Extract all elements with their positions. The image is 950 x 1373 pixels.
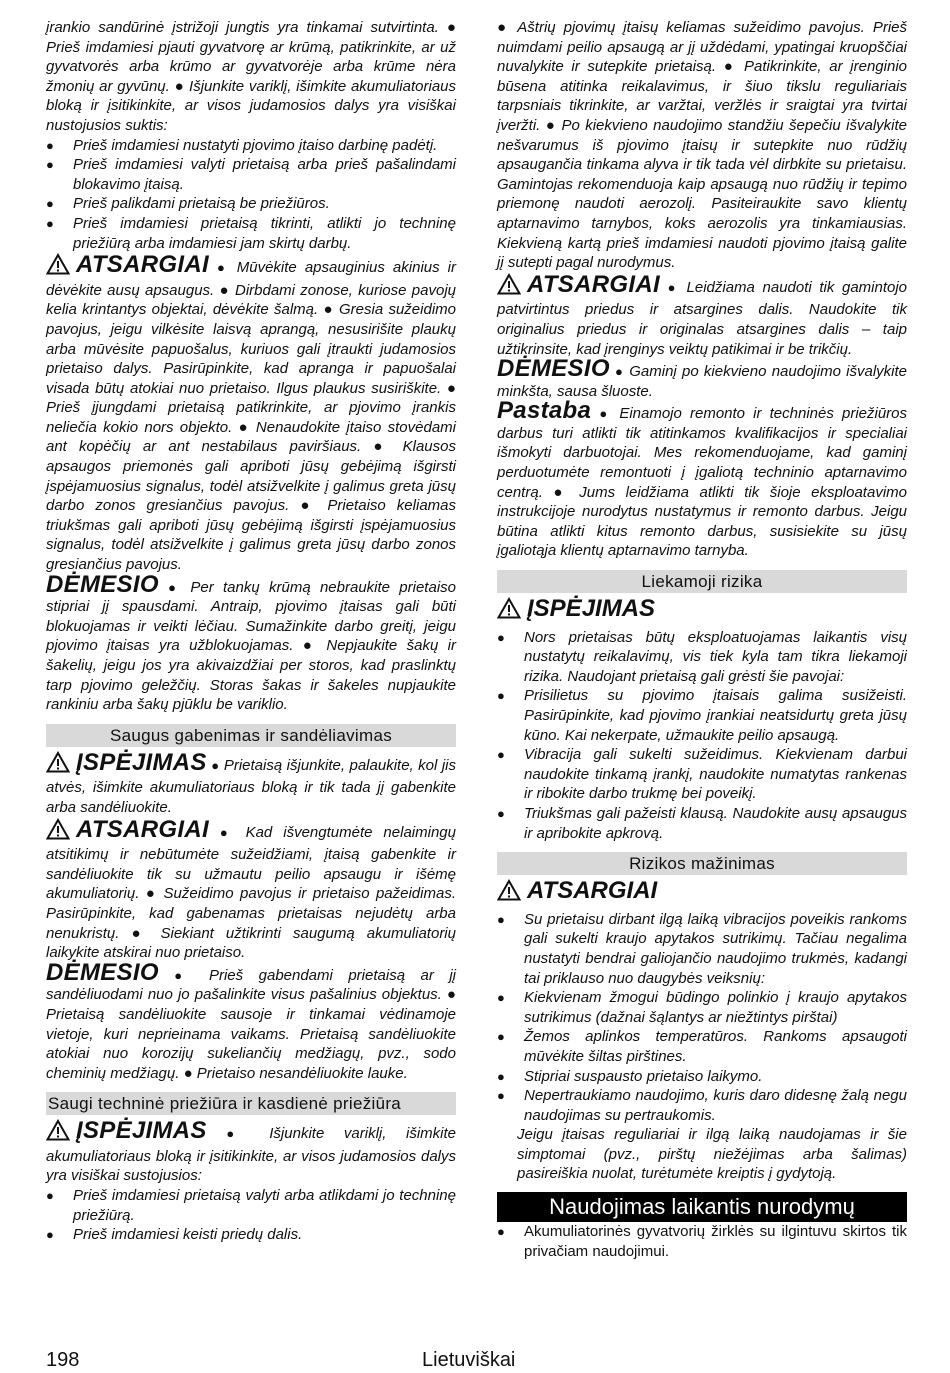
signal-word: ATSARGIAI [76,815,209,843]
list-item: ● Prieš palikdami prietaisą be priežiūros. [46,194,456,214]
section-heading: Saugi techninė priežiūra ir kasdienė priežiūra [46,1092,456,1115]
notice-block: DĖMESIO ● Gaminį po kiekvieno naudojimo išvalykite minkšta, sausa šluoste. [497,355,908,400]
signal-word: DĖMESIO [497,355,610,383]
signal-word: ATSARGIAI [527,270,660,298]
list-item: ● Kiekvienam žmogui būdingo polinkio į kraujo apytakos sutrikimus (dažnai šąlantys ar niežtintys pirštai) [497,988,907,1027]
doctor-advice: Jeigu įtaisas reguliariai ir ilgą laiką naudojamas ir šie simptomai (pvz., pirštų niežėjimas arba šalimas) pasireiškia nuolat, turėtumėte kreiptis į gydytoją. [517,1126,907,1183]
list-item: ● Nors prietaisas būtų eksploatuojamas laikantis visų nustatytų reikalavimų, vis tiek kyla tam tikra liekamoji rizika. Naudojant prietaisą gali grėsti šie pavojai: [497,628,907,687]
signal-word: ĮSPĖJIMAS [76,1117,207,1145]
intro-list [46,136,456,254]
section-heading: Liekamoji rizika [497,570,907,593]
notice-text: Prieš gabendami prietaisą ar jį sandėliuodami nuo jo pašalinkite visus pašalinius objektus. ● Prietaisą sandėliuokite sausoje ir tinkamai vėdinamoje vietoje, kuri neprieinama vaikams. Prietaisą sandėliuokite atokiai nuo korozijų sukeliančių medžiagų, pvz., sodo cheminių medžiagų. ● Prietaiso nesandėliuokite lauke. [46,966,457,1082]
maintenance-list [46,1186,456,1245]
list-item: ● Prieš imdamiesi prietaisą valyti arba atlikdami jo techninę priežiūrą. [46,1186,456,1225]
signal-word: ATSARGIAI [527,877,658,905]
caution-block: ATSARGIAI ● Leidžiama naudoti tik gamintojo patvirtintus priedus ir atsargines dalis. Naudokite tik originalius priedus ir originalas atsargines dalis – taip užtikrinsite, kad įrenginys veiktų patikimai ir be trikčių. [497,270,908,358]
maintenance-paragraph: ● Aštrių pjovimų įtaisų keliamas sužeidimo pavojus. Prieš nuimdami peilio apsaugą ar jį uždėdami, ypatingai kruopščiai nuvalykite ir sutepkite prietaisą. ● Patikrinkite, ar įrenginio būsena atitinka reikalavimus, ir šiuo tikslu reguliariais tarpsniais tikrinkite, ar varžtai, veržlės ir sraigtai yra tvirtai įveržti. ● Po kiekvieno naudojimo standžiu šepečiu išvalykite nešvarumus iš pjovimo įtaisų ir sutepkite nuo rūdžių apsaugančia tinkama alyva ir tik tada vėl dirbkite su prietaisu. Gamintojas rekomenduoja kaip apsaugą nuo rūdžių ir tepimo priemonę naudoti aerozolį. Pasiteiraukite savo klientų aptarnavimo tarnybos, koks aerozolis yra tinkamiausias. Kiekvieną kartą prieš imdamiesi naudoti pjovimo įtaisą galite jį sutepti pagal nurodymus. [497,19,907,272]
chapter-heading: Naudojimas laikantis nurodymų [497,1192,907,1222]
warning-triangle-icon [46,818,70,846]
right-column [497,18,907,1261]
caution-heading [497,879,907,904]
list-item: ● Stipriai suspausto prietaiso laikymo. [497,1067,907,1087]
note-text: Einamojo remonto ir techninės priežiūros darbus turi atlikti tik atitinkamos kvalifikacijos ir specialiai išmokyti darbuotojai. Mes rekomenduojame, kad gaminį perduotumėte remontuoti į įgaliotą techninio aptarnavimo centrą. ● Jums leidžiama atlikti tik šioje eksploatavimo instrukcijoje nurodytus nustatymus ir remonto darbus. Jeigu būtina atlikti kitus remonto darbus, susisiekite su jūsų įgaliotąja klientų aptarnavimo tarnyba. [497,405,908,560]
notice-text: Per tankų krūmą nebraukite prietaiso stipriai jį spausdami. Antraip, pjovimo įtaisas gali būti blokuojamas ir veikti lėčiau. Sumažinkite darbo greitį, jeigu pjovimo įtaisas yra užblokuojamas. ● Nepjaukite šakų ir šakelių, jeigu jos yra akivaizdžiai per storos, kad praslinktų tarp pjovimo geležčių. Storas šakas ir šakeles nupjaukite rankiniu arba šakų pjūklu be variklio. [46,578,456,714]
warning-triangle-icon [497,879,521,904]
risk-reduction-list [497,910,907,1126]
language-label: Lietuviškai [422,1349,516,1371]
warning-block: ĮSPĖJIMAS ● Prietaisą išjunkite, palaukite, kol jis atvės, išimkite akumuliatoriaus bloką ir tik tada jį gabenkite arba sandėliuokite. [46,748,456,816]
signal-word: ĮSPĖJIMAS [527,595,656,623]
signal-word: ATSARGIAI [76,251,209,279]
warning-triangle-icon [497,597,521,622]
intro-paragraph: įrankio sandūrinė įstrižoji jungtis yra tinkamai sutvirtinta. ● Prieš imdamiesi pjauti gyvatvorę ar krūmą, patikrinkite, ar už gyvatvorės arba krūmo ar gyvatvorėje arba krūme nėra žmonių ar gyvūnų. ● Išjunkite variklį, išimkite akumuliatoriaus bloką ir įsitikinkite, ar visos judamosios dalys yra visiškai nustojusios suktis: [46,19,456,134]
signal-word: ĮSPĖJIMAS [76,748,207,776]
signal-word: DĖMESIO [46,570,159,598]
list-item: ● Prieš imdamiesi prietaisą tikrinti, atlikti jo techninę priežiūrą arba imdamiesi jam skirtų darbų. [46,214,456,253]
residual-risk-list [497,628,907,844]
warning-text: Prietaisą išjunkite, palaukite, kol jis atvės, išimkite akumuliatoriaus bloką ir tik tada jį gabenkite arba sandėliuokite. [46,756,456,816]
list-item: ● Vibracija gali sukelti sužeidimus. Kiekvienam darbui naudokite tinkamą įrankį, naudokite numatytas rankenas ir ribokite darbo trukmę bei poveikį. [497,745,907,804]
caution-block: ATSARGIAI ● Mūvėkite apsauginius akinius ir dėvėkite ausų apsaugus. ● Dirbdami zonose, kuriose pavojų kelia krintantys objektai, dėvėkite šalmą. ● Gresia sužeidimo pavojus, jeigu vilkėsite laisvą aprangą, nesusirišite plaukų arba mūvėsite papuošalus, kuriuos gali įtraukti judamosios prietaiso dalys. Pasirūpinkite, kad apranga ir papuošalai visada būtų atokiai nuo prietaiso. Ilgus plaukus susiriškite. ● Prieš įjungdami prietaisą patikrinkite, ar pjovimo įrankis neliečia kokio nors objekto. ● Nenaudokite įtaiso stovėdami ant kopėčių ar ant nestabilaus paviršiaus. ● Klausos apsaugos priemonės gali apriboti jūsų gebėjimą išgirsti įspėjamuosius signalus, todėl atsižvelkite į galimus greta jūsų darbo zonos gresiančius pavojus. ● Prietaiso keliamas triukšmas gali apriboti jūsų gebėjimą išgirsti įspėjamuosius signalus, todėl atsižvelkite į galimus greta jūsų darbo zonos gresiančius pavojus. [46,251,456,574]
note-block: Pastaba ● Einamojo remonto ir techninės priežiūros darbus turi atlikti tik atitinkamos kvalifikacijos ir specialiai išmokyti darbuotojai. Mes rekomenduojame, kad gaminį perduotumėte remontuoti į įgaliotą techninio aptarnavimo centrą. ● Jums leidžiama atlikti tik šioje eksploatavimo instrukcijoje nurodytus nustatymus ir remonto darbus. Jeigu būtina atlikti kitus remonto darbus, susisiekite su jūsų įgaliotąja klientų aptarnavimo tarnyba. [497,397,908,560]
signal-word: DĖMESIO [46,958,159,986]
warning-text: Išjunkite variklį, išimkite akumuliatoriaus bloką ir įsitikinkite, ar visos judamosios dalys yra visiškai sustojusios: [46,1125,457,1185]
warning-heading [497,597,907,622]
list-item: ● Nepertraukiamo naudojimo, kuris daro didesnę žalą negu naudojimas su pertraukomis. [497,1086,907,1125]
list-item: ● Triukšmas gali pažeisti klausą. Naudokite ausų apsaugus ir apribokite apkrovą. [497,804,907,843]
intended-use-list [497,1222,907,1261]
warning-triangle-icon [46,1119,70,1147]
section-heading: Saugus gabenimas ir sandėliavimas [46,724,456,747]
list-item: ● Su prietaisu dirbant ilgą laiką vibracijos poveikis rankoms gali sukelti kraujo apytakos sutrikimų. Tačiau negalima nustatyti bendrai galiojančio naudojimo trukmės, kadangi tai priklauso nuo daugybės veiksnių: [497,910,907,988]
warning-triangle-icon [497,273,521,301]
warning-triangle-icon [46,751,70,779]
list-item: ● Akumuliatorinės gyvatvorių žirklės su ilgintuvu skirtos tik privačiam naudojimui. [497,1222,907,1261]
left-column [46,18,456,1245]
caution-text: Kad išvengtumėte nelaimingų atsitikimų ir nebūtumėte sužeidžiami, įtaisą gabenkite ir sandėliuokite tik su užmautu peilio apsaugu ir išėmę akumuliatorių. ● Sužeidimo pavojus ir prietaiso pažeidimas. Pasirūpinkite, kad gabenamas prietaisas nejudėtų arba nenukristų. ● Siekiant užtikrinti saugumą akumuliatorių laikykite atskirai nuo prietaiso. [46,823,456,962]
list-item: ● Prieš imdamiesi nustatyti pjovimo įtaiso darbinę padėtį. [46,136,456,156]
list-item: ● Žemos aplinkos temperatūros. Rankoms apsaugoti mūvėkite šiltas pirštines. [497,1027,907,1066]
list-item: ● Prieš imdamiesi keisti priedų dalis. [46,1225,456,1245]
caution-block: ATSARGIAI ● Kad išvengtumėte nelaimingų atsitikimų ir nebūtumėte sužeidžiami, įtaisą gabenkite ir sandėliuokite tik su užmautu peilio apsaugu ir išėmę akumuliatorių. ● Sužeidimo pavojus ir prietaiso pažeidimas. Pasirūpinkite, kad gabenamas prietaisas nejudėtų arba nenukristų. ● Siekiant užtikrinti saugumą akumuliatorių laikykite atskirai nuo prietaiso. [46,815,456,962]
warning-block: ĮSPĖJIMAS ● Išjunkite variklį, išimkite akumuliatoriaus bloką ir įsitikinkite, ar visos judamosios dalys yra visiškai sustojusios: [46,1117,457,1185]
list-item: ● Prisilietus su pjovimo įtaisais galima susižeisti. Pasirūpinkite, kad pjovimo įrankiai neatsidurtų greta jūsų kūno. Kai nekerpate, užmaukite peilio apsaugą. [497,686,907,745]
caution-text: Mūvėkite apsauginius akinius ir dėvėkite ausų apsaugus. ● Dirbdami zonose, kuriose pavojų kelia krintantys objektai, dėvėkite šalmą. ● Gresia sužeidimo pavojus, jeigu vilkėsite laisvą aprangą, nesusirišite plaukų arba mūvėsite papuošalus, kuriuos gali įtraukti judamosios prietaiso dalys. Pasirūpinkite, kad apranga ir papuošalai visada būtų atokiai nuo prietaiso. Ilgus plaukus susiriškite. ● Prieš įjungdami prietaisą patikrinkite, ar pjovimo įrankis neliečia kokio nors objekto. ● Nenaudokite įtaiso stovėdami ant kopėčių ar ant nestabilaus paviršiaus. ● Klausos apsaugos priemonės gali apriboti jūsų gebėjimą išgirsti įspėjamuosius signalus, todėl atsižvelkite į galimus greta jūsų darbo zonos gresiančius pavojus. ● Prietaiso keliamas triukšmas gali apriboti jūsų gebėjimą išgirsti įspėjamuosius signalus, todėl atsižvelkite į galimus greta jūsų darbo zonos gresiančius pavojus. [46,259,456,574]
page-number: 198 [46,1349,80,1371]
signal-word: Pastaba [497,397,592,425]
notice-block: DĖMESIO ● Per tankų krūmą nebraukite prietaiso stipriai jį spausdami. Antraip, pjovimo įtaisas gali būti blokuojamas ir veikti lėčiau. Sumažinkite darbo greitį, jeigu pjovimo įtaisas yra užblokuojamas. ● Nepjaukite šakų ir šakelių, jeigu jos yra akivaizdžiai per storos, kad praslinktų tarp pjovimo geležčių. Storas šakas ir šakeles nupjaukite rankiniu arba šakų pjūklu be variklio. [46,570,456,714]
list-item: ● Prieš imdamiesi valyti prietaisą arba prieš pašalindami blokavimo įtaisą. [46,155,456,194]
warning-triangle-icon [46,253,70,281]
section-heading: Rizikos mažinimas [497,852,907,875]
notice-block: DĖMESIO ● Prieš gabendami prietaisą ar jį sandėliuodami nuo jo pašalinkite visus pašalinius objektus. ● Prietaisą sandėliuokite sausoje ir tinkamai vėdinamoje vietoje, kuri neprieinama vaikams. Prietaisą sandėliuokite atokiai nuo korozijų sukeliančių medžiagų, pvz., sodo cheminių medžiagų. ● Prietaiso nesandėliuokite lauke. [46,958,457,1082]
caution-text: Leidžiama naudoti tik gamintojo patvirtintus priedus ir atsargines dalis. Naudokite tik originalius priedus ir originalas atsargines dalis – taip užtikrinsite, kad įrenginys veiktų patikimai ir be trikčių. [497,278,908,358]
notice-text: Gaminį po kiekvieno naudojimo išvalykite minkšta, sausa šluoste. [497,363,908,400]
